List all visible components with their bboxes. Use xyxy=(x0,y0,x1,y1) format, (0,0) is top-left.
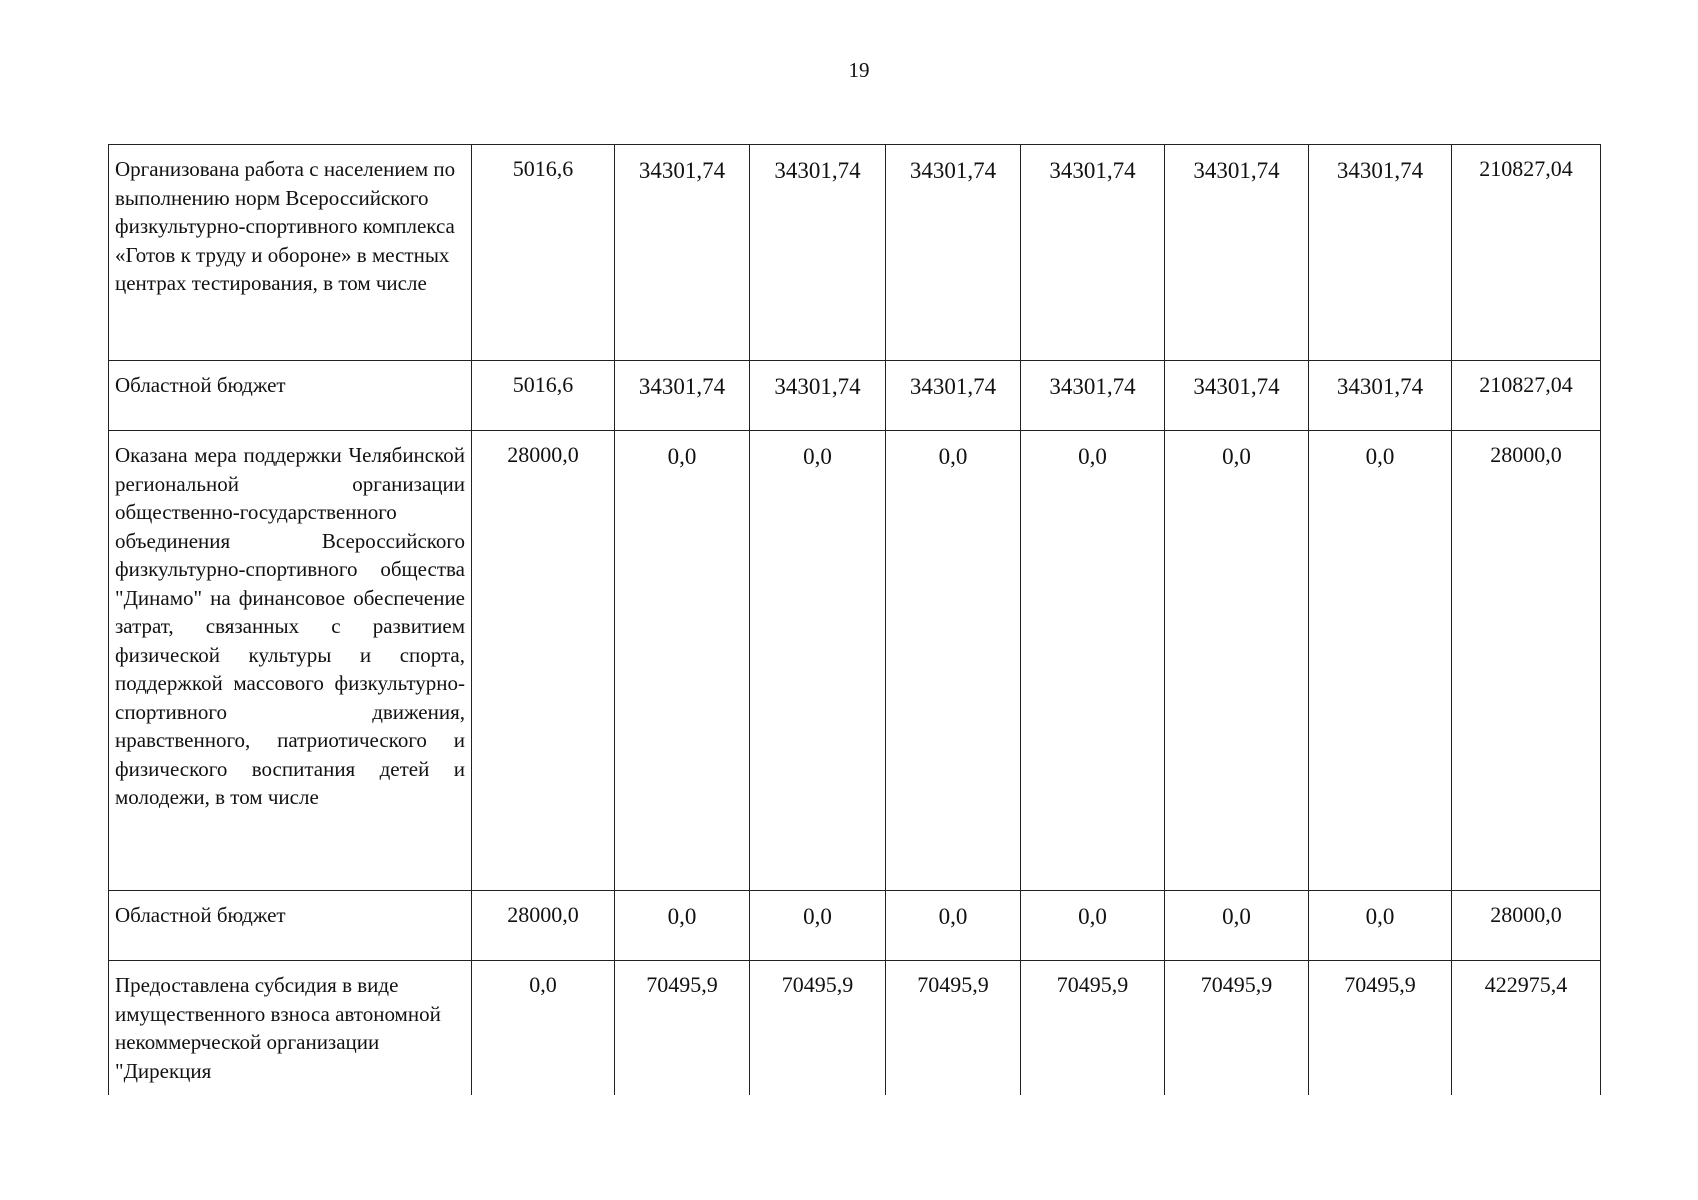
value-cell: 70495,9 xyxy=(615,961,750,1095)
page-number: 19 xyxy=(848,58,870,82)
value-cell: 0,0 xyxy=(615,891,750,961)
total-cell: 28000,0 xyxy=(1452,891,1601,961)
table-row xyxy=(109,961,1601,1095)
value-cell: 5016,6 xyxy=(472,145,615,361)
value-cell: 34301,74 xyxy=(1309,145,1452,361)
row-description: Областной бюджет xyxy=(109,361,472,431)
value-cell: 0,0 xyxy=(886,431,1021,891)
row-description: Предоставлена субсидия в виде имущественного взноса автономной некоммерческой организации "Дирекция xyxy=(109,961,472,1095)
value-cell: 0,0 xyxy=(1309,891,1452,961)
value-cell: 5016,6 xyxy=(472,361,615,431)
value-cell: 34301,74 xyxy=(886,145,1021,361)
value-cell: 34301,74 xyxy=(1309,361,1452,431)
total-cell: 422975,4 xyxy=(1452,961,1601,1095)
value-cell: 34301,74 xyxy=(750,145,886,361)
value-cell: 0,0 xyxy=(750,891,886,961)
value-cell: 34301,74 xyxy=(615,145,750,361)
value-cell: 34301,74 xyxy=(750,361,886,431)
total-cell: 210827,04 xyxy=(1452,361,1601,431)
value-cell: 0,0 xyxy=(886,891,1021,961)
row-description: Организована работа с населением по выполнению норм Всероссийского физкультурно-спортивного комплекса «Готов к труду и обороне» в местных центрах тестирования, в том числе xyxy=(109,145,472,361)
value-cell: 34301,74 xyxy=(1165,361,1309,431)
row-description: Областной бюджет xyxy=(109,891,472,961)
value-cell: 70495,9 xyxy=(1021,961,1165,1095)
table-row xyxy=(109,361,1601,431)
row-description: Оказана мера поддержки Челябинской региональной организации общественно-государственного объединения Всероссийского физкультурно-спортивного общества "Динамо" на финансовое обеспечение затрат, связанных с развитием физической культуры и спорта, поддержкой массового физкультурно-спортивного движения, нравственного, патриотического и физического воспитания детей и молодежи, в том числе xyxy=(109,431,472,891)
value-cell: 34301,74 xyxy=(1021,361,1165,431)
table-row xyxy=(109,891,1601,961)
value-cell: 0,0 xyxy=(472,961,615,1095)
table-row xyxy=(109,431,1601,891)
value-cell: 0,0 xyxy=(1021,431,1165,891)
value-cell: 70495,9 xyxy=(750,961,886,1095)
value-cell: 70495,9 xyxy=(886,961,1021,1095)
total-cell: 28000,0 xyxy=(1452,431,1601,891)
total-cell: 210827,04 xyxy=(1452,145,1601,361)
value-cell: 28000,0 xyxy=(472,431,615,891)
value-cell: 28000,0 xyxy=(472,891,615,961)
table-row xyxy=(109,145,1601,361)
value-cell: 70495,9 xyxy=(1165,961,1309,1095)
value-cell: 0,0 xyxy=(1021,891,1165,961)
value-cell: 0,0 xyxy=(1165,431,1309,891)
value-cell: 34301,74 xyxy=(1021,145,1165,361)
value-cell: 0,0 xyxy=(615,431,750,891)
value-cell: 34301,74 xyxy=(1165,145,1309,361)
value-cell: 34301,74 xyxy=(615,361,750,431)
budget-table xyxy=(108,144,1601,1095)
value-cell: 0,0 xyxy=(750,431,886,891)
value-cell: 0,0 xyxy=(1165,891,1309,961)
value-cell: 0,0 xyxy=(1309,431,1452,891)
value-cell: 70495,9 xyxy=(1309,961,1452,1095)
value-cell: 34301,74 xyxy=(886,361,1021,431)
